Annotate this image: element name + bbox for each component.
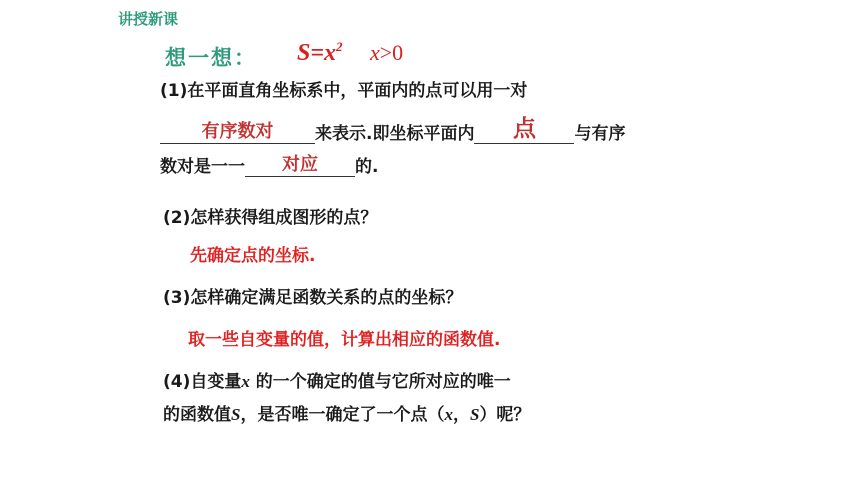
q1-line3-end: 的.: [355, 157, 379, 177]
blank-correspondence: [245, 150, 355, 177]
blank-ordered-pair-answer: 有序数对: [201, 121, 274, 142]
condition-relation: >0: [379, 40, 404, 65]
section-label: 讲授新课: [118, 10, 179, 28]
blank-point-answer: 点: [512, 116, 536, 142]
q4-var-x2: x: [444, 405, 453, 424]
blank-point: [474, 110, 574, 144]
formula-exponent: 2: [336, 39, 343, 54]
q4-var-s2: S: [469, 405, 480, 424]
q4-var-x: x: [241, 372, 250, 391]
q1-tail-text: 与有序: [574, 124, 626, 144]
q4-part5: ，: [452, 405, 470, 425]
domain-condition: [370, 40, 403, 66]
q4-part4: ，是否唯一确定了一个点（: [240, 405, 445, 425]
q4-part2: 的一个确定的值与它所对应的唯一: [249, 372, 511, 392]
q4-part3: 的函数值: [163, 405, 231, 425]
blank-ordered-pair: [160, 117, 315, 144]
q3-answer: 取一些自变量的值，计算出相应的函数值.: [188, 330, 501, 350]
condition-variable: x: [370, 40, 380, 65]
q4-part1: (4)自变量: [163, 372, 242, 392]
formula-base: S=x: [297, 40, 337, 66]
q1-line2: [160, 110, 625, 144]
q1-line3-start: 数对是一一: [160, 157, 245, 177]
q4-part6: ）呢？: [479, 405, 531, 425]
formula: [297, 39, 343, 67]
q3-question: (3)怎样确定满足函数关系的点的坐标？: [163, 288, 463, 308]
q1-line3: [160, 150, 378, 177]
think-title: 想一想：: [165, 46, 257, 70]
q4-line2: [163, 400, 530, 425]
q4-line1: [163, 367, 511, 392]
q2-answer: 先确定点的坐标.: [190, 246, 316, 266]
q4-var-s: S: [231, 405, 241, 424]
q1-line1: (1)在平面直角坐标系中，平面内的点可以用一对: [160, 81, 528, 101]
blank-correspondence-answer: 对应: [282, 154, 318, 175]
q2-question: (2)怎样获得组成图形的点？: [163, 208, 378, 228]
q1-mid-text: 来表示.即坐标平面内: [315, 124, 475, 144]
